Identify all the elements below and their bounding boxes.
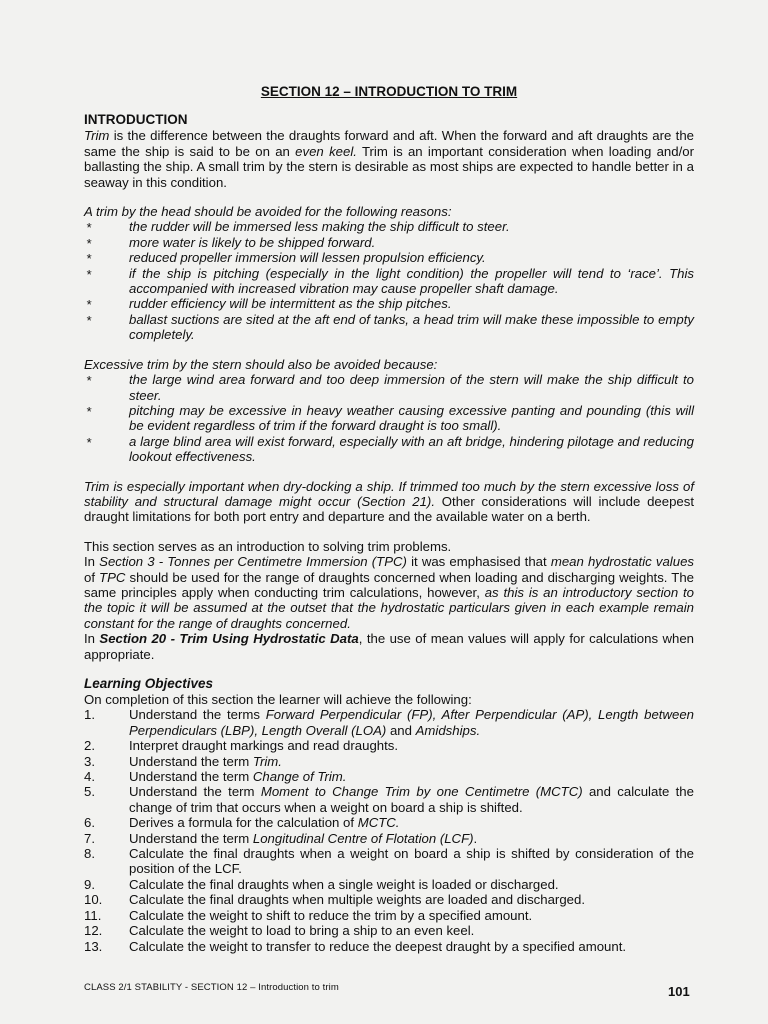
- text-span: should be used for the range of draughts concerned when loading and discharging weights. The same principles apply when conducting trim calculations, however,: [84, 569, 694, 600]
- objective-number: 1.: [84, 707, 95, 723]
- objective-item: [84, 831, 694, 846]
- text-span: Longitudinal Centre of Flotation (LCF): [252, 830, 474, 846]
- text-span: is the difference between the draughts forward and aft. When the forward and aft draughts are the same the ship is said to be on an: [84, 128, 694, 159]
- term-even-keel: even keel.: [295, 143, 357, 159]
- text-span: mean hydrostatic values: [550, 554, 694, 570]
- objective-item: [84, 923, 694, 938]
- list-item-text: ballast suctions are sited at the aft end of tanks, a head trim will make these impossible to empty completely.: [129, 311, 694, 343]
- term-trim: Trim: [84, 128, 110, 144]
- objectives-list: [84, 707, 694, 954]
- objective-item: [84, 939, 694, 954]
- text-span: Interpret draught markings and read draughts.: [129, 738, 399, 754]
- list-item: [84, 266, 694, 297]
- bullet-mark: *: [86, 312, 92, 328]
- text-span: , the use of mean values will apply for calculations when appropriate.: [84, 631, 694, 662]
- section-20-paragraph: [84, 631, 694, 662]
- objective-item: [84, 908, 694, 923]
- bullet-mark: *: [86, 297, 92, 313]
- objective-number: 8.: [84, 846, 95, 862]
- text-span: Derives a formula for the calculation of: [129, 815, 358, 831]
- text-span: Calculate the weight to transfer to reduce the deepest draught by a specified amount.: [129, 938, 627, 954]
- objective-number: 2.: [84, 738, 95, 754]
- list-item: [84, 312, 694, 343]
- text-span: Understand the term: [129, 769, 253, 785]
- objective-item: [84, 877, 694, 892]
- text-span: Calculate the weight to shift to reduce the trim by a specified amount.: [129, 907, 533, 923]
- text-span: Understand the term: [129, 753, 253, 769]
- list-item-text: a large blind area will exist forward, especially with an aft bridge, hindering pilotage and reducing lookout effectiveness.: [129, 433, 694, 465]
- objectives-lead: On completion of this section the learner will achieve the following:: [84, 692, 472, 707]
- objective-item: [84, 769, 694, 784]
- objective-number: 10.: [84, 892, 103, 908]
- text-span: Amidships.: [415, 722, 481, 738]
- list-item-text: rudder efficiency will be intermittent as the ship pitches.: [129, 296, 452, 312]
- list-item-text: pitching may be excessive in heavy weather causing excessive panting and pounding (this will be evident regardless of trim if the forward draught is too small).: [129, 402, 694, 434]
- text-span: In: [84, 554, 100, 570]
- list-item-text: the rudder will be immersed less making the ship difficult to steer.: [129, 219, 510, 235]
- list-item: [84, 219, 694, 234]
- text-span: and: [386, 722, 416, 738]
- text-span: Understand the terms: [129, 707, 266, 723]
- objective-number: 11.: [84, 907, 102, 923]
- objective-number: 3.: [84, 753, 95, 769]
- list-item: [84, 296, 694, 311]
- objective-number: 12.: [84, 923, 103, 939]
- text-span: it was emphasised that: [406, 554, 551, 570]
- objective-item: [84, 846, 694, 877]
- bullet-mark: *: [86, 403, 92, 419]
- text-span: as this is an introductory section to the topic it will be assumed at the outset that the hydrostatic particulars given in each example remain constant for the range of draughts concerned.: [84, 584, 694, 631]
- introduction-heading: INTRODUCTION: [84, 112, 188, 128]
- trim-definition-paragraph: [84, 128, 694, 190]
- objective-item: [84, 892, 694, 907]
- objective-number: 5.: [84, 784, 95, 800]
- text-span: Calculate the final draughts when multiple weights are loaded and discharged.: [129, 892, 585, 908]
- section-3-reference: Section 3 - Tonnes per Centimetre Immersion (TPC): [99, 554, 407, 570]
- objective-item: [84, 707, 694, 738]
- text-span: Calculate the final draughts when a single weight is loaded or discharged.: [129, 876, 559, 892]
- objective-number: 4.: [84, 769, 95, 785]
- bullet-mark: *: [86, 220, 92, 236]
- text-span: Understand the term: [129, 830, 253, 846]
- bullet-mark: *: [86, 235, 92, 251]
- text-span: Calculate the weight to load to bring a ship to an even keel.: [129, 923, 475, 939]
- objective-item: [84, 784, 694, 815]
- list-item: [84, 235, 694, 250]
- drydock-paragraph: [84, 479, 694, 525]
- objective-item: [84, 738, 694, 753]
- text-span: Change of Trim.: [252, 769, 347, 785]
- text-span: Trim.: [252, 753, 282, 769]
- list-item: [84, 403, 694, 434]
- section-20-reference: Section 20 - Trim Using Hydrostatic Data: [99, 631, 359, 647]
- text-span: Forward Perpendicular (FP), After Perpendicular (AP), Length between Perpendiculars (LBP), Length Overall (LOA): [129, 707, 694, 738]
- text-span: .: [473, 830, 478, 846]
- text-span: Moment to Change Trim by one Centimetre (MCTC): [260, 784, 583, 800]
- text-span: Trim is especially important when dry-docking a ship. If trimmed too much by the stern excessive loss of stability and structural damage might occur (Section 21).: [84, 478, 694, 509]
- list-item-text: more water is likely to be shipped forward.: [129, 234, 376, 250]
- bullet-mark: *: [86, 251, 92, 267]
- head-trim-list: [84, 219, 694, 342]
- text-span: Understand the term: [129, 784, 261, 800]
- list-item-text: reduced propeller immersion will lessen propulsion efficiency.: [129, 250, 486, 266]
- objective-item: [84, 815, 694, 830]
- head-trim-lead: A trim by the head should be avoided for the following reasons:: [84, 204, 452, 220]
- learning-objectives-heading: Learning Objectives: [84, 676, 214, 691]
- bullet-mark: *: [86, 434, 92, 450]
- objective-number: 6.: [84, 815, 95, 831]
- objective-number: 9.: [84, 876, 95, 892]
- bullet-mark: *: [86, 266, 92, 282]
- list-item: [84, 434, 694, 465]
- text-span: In: [84, 631, 100, 647]
- text-span: and calculate the change of trim that occurs when a weight on board a ship is shifted.: [129, 784, 694, 815]
- page-number: 101: [668, 984, 690, 999]
- bullet-mark: *: [86, 373, 92, 389]
- section-title: SECTION 12 – INTRODUCTION TO TRIM: [260, 84, 518, 99]
- section-intro-line: This section serves as an introduction to solving trim problems.: [84, 538, 452, 554]
- text-span: of: [84, 569, 100, 585]
- list-item-text: if the ship is pitching (especially in the light condition) the propeller will tend to ‘race’. This accompanied with increased vibration may cause propeller shaft damage.: [129, 265, 694, 297]
- text-span: Calculate the final draughts when a weight on board a ship is shifted by consideration of the position of the LCF.: [129, 846, 694, 877]
- text-span: Other considerations will include deepest draught limitations for both port entry and departure and the available water on a berth.: [84, 493, 695, 525]
- stern-trim-list: [84, 372, 694, 464]
- text-span: TPC: [99, 569, 126, 585]
- list-item: [84, 250, 694, 265]
- objective-item: [84, 754, 694, 769]
- section-3-paragraph: [84, 554, 694, 631]
- text-span: MCTC.: [357, 815, 400, 831]
- stern-trim-lead: Excessive trim by the stern should also be avoided because:: [84, 356, 438, 372]
- text-span: Trim is an important consideration when loading and/or ballasting the ship. A small trim by the stern is desirable as most ships are expected to handle better in a seaway in this condition.: [84, 143, 694, 190]
- list-item: [84, 372, 694, 403]
- objective-number: 7.: [84, 830, 95, 846]
- objective-number: 13.: [84, 938, 103, 954]
- footer-course-title: CLASS 2/1 STABILITY - SECTION 12 – Introduction to trim: [84, 982, 339, 993]
- page-content: [84, 84, 694, 954]
- list-item-text: the large wind area forward and too deep immersion of the stern will make the ship difficult to steer.: [129, 372, 694, 403]
